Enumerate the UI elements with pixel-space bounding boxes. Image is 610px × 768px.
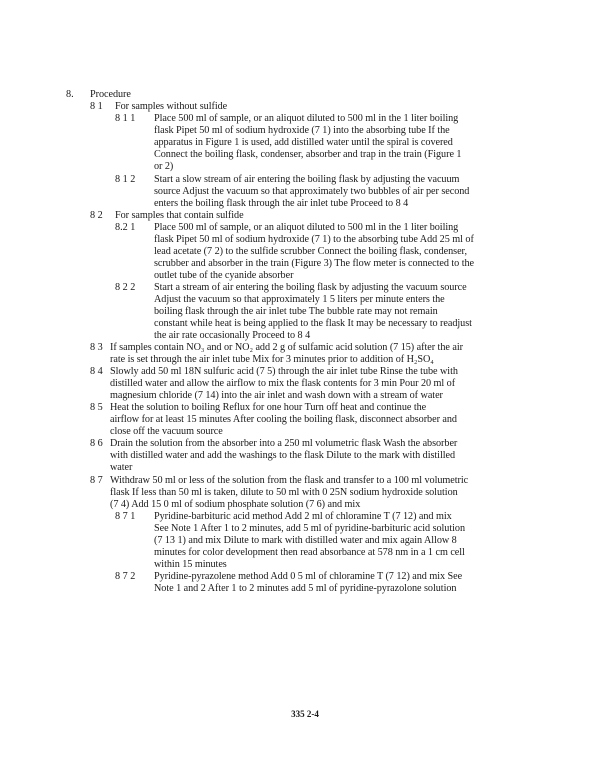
paragraph-number: 8 2 2 — [115, 282, 136, 293]
paragraph-line: rate is set through the air inlet tube Mix for 3 minutes prior to addition of H₂SO₄ — [110, 354, 434, 365]
paragraph-number: 8 2 — [90, 210, 103, 221]
paragraph-line: within 15 minutes — [154, 559, 227, 570]
paragraph-line: Pyridine-barbituric acid method Add 2 ml of chloramine T (7 12) and mix — [154, 511, 452, 522]
paragraph-line: Slowly add 50 ml 18N sulfuric acid (7 5) through the air inlet tube Rinse the tube with — [110, 366, 458, 377]
paragraph-number: 8 3 — [90, 342, 103, 353]
paragraph-number: 8.2 1 — [115, 222, 136, 233]
paragraph-line: apparatus in Figure 1 is used, add distilled water until the spiral is covered — [154, 137, 453, 148]
paragraph-line: flask Pipet 50 ml of sodium hydroxide (7 1) to the absorbing tube Add 25 ml of — [154, 234, 474, 245]
paragraph-line: Drain the solution from the absorber into a 250 ml volumetric flask Wash the absorber — [110, 438, 458, 449]
paragraph-number: 8 4 — [90, 366, 103, 377]
paragraph-number: 8 1 2 — [115, 174, 136, 185]
paragraph-number: 8 1 1 — [115, 113, 136, 124]
paragraph-line: (7 4) Add 15 0 ml of sodium phosphate solution (7 6) and mix — [110, 499, 361, 510]
paragraph-line: enters the boiling flask through the air inlet tube Proceed to 8 4 — [154, 198, 409, 209]
paragraph-line: flask Pipet 50 ml of sodium hydroxide (7 1) into the absorbing tube If the — [154, 125, 450, 136]
paragraph-line: Withdraw 50 ml or less of the solution from the flask and transfer to a 100 ml volumetric — [110, 475, 469, 486]
paragraph-line: with distilled water and add the washings to the flask Dilute to the mark with distilled — [110, 450, 456, 461]
paragraph-line: the air rate occasionally Proceed to 8 4 — [154, 330, 311, 341]
paragraph-line: flask If less than 50 ml is taken, dilute to 50 ml with 0 25N sodium hydroxide solution — [110, 487, 458, 498]
paragraph-line: Adjust the vacuum so that approximately 1 5 liters per minute enters the — [154, 294, 445, 305]
paragraph-line: constant while heat is being applied to the flask It may be necessary to readjust — [154, 318, 472, 329]
paragraph-line: magnesium chloride (7 14) into the air inlet and wash down with a stream of water — [110, 390, 443, 401]
paragraph-number: 8 7 2 — [115, 571, 136, 582]
paragraph-line: Place 500 ml of sample, or an aliquot diluted to 500 ml in the 1 liter boiling — [154, 113, 459, 124]
section-title: Procedure — [90, 89, 131, 100]
paragraph-number: 8 7 1 — [115, 511, 136, 522]
paragraph-line: Connect the boiling flask, condenser, absorber and trap in the train (Figure 1 — [154, 149, 462, 160]
paragraph-line: distilled water and allow the airflow to mix the flask contents for 3 min Pour 20 ml of — [110, 378, 456, 389]
paragraph-line: Start a slow stream of air entering the boiling flask by adjusting the vacuum — [154, 174, 460, 185]
paragraph-line: Pyridine-pyrazolene method Add 0 5 ml of chloramine T (7 12) and mix See — [154, 571, 463, 582]
paragraph-line: If samples contain NO₃ and or NO₂ add 2 g of sulfamic acid solution (7 15) after the air — [110, 342, 463, 353]
paragraph-line: lead acetate (7 2) to the sulfide scrubber Connect the boiling flask, condenser, — [154, 246, 467, 257]
paragraph-line: For samples that contain sulfide — [115, 210, 244, 221]
paragraph-number: 8 7 — [90, 475, 103, 486]
paragraph-line: Note 1 and 2 After 1 to 2 minutes add 5 ml of pyridine-pyrazolone solution — [154, 583, 457, 594]
paragraph-line: boiling flask through the air inlet tube The bubble rate may not remain — [154, 306, 438, 317]
paragraph-line: airflow for at least 15 minutes After cooling the boiling flask, disconnect absorber and — [110, 414, 457, 425]
paragraph-number: 8 6 — [90, 438, 103, 449]
paragraph-number: 8 5 — [90, 402, 103, 413]
section-number: 8. — [66, 89, 74, 100]
paragraph-line: minutes for color development then read absorbance at 578 nm in a 1 cm cell — [154, 547, 465, 558]
paragraph-line: source Adjust the vacuum so that approximately two bubbles of air per second — [154, 186, 470, 197]
paragraph-line: outlet tube of the cyanide absorber — [154, 270, 294, 281]
paragraph-line: Place 500 ml of sample, or an aliquot diluted to 500 ml in the 1 liter boiling — [154, 222, 459, 233]
paragraph-line: close off the vacuum source — [110, 426, 223, 437]
paragraph-line: water — [110, 462, 133, 473]
paragraph-line: or 2) — [154, 161, 174, 172]
page-footer: 335 2-4 — [291, 709, 319, 719]
paragraph-line: (7 13 1) and mix Dilute to mark with distilled water and mix again Allow 8 — [154, 535, 457, 546]
paragraph-line: See Note 1 After 1 to 2 minutes, add 5 ml of pyridine-barbituric acid solution — [154, 523, 465, 534]
paragraph-line: Start a stream of air entering the boiling flask by adjusting the vacuum source — [154, 282, 467, 293]
paragraph-line: Heat the solution to boiling Reflux for one hour Turn off heat and continue the — [110, 402, 427, 413]
paragraph-number: 8 1 — [90, 101, 103, 112]
paragraph-line: For samples without sulfide — [115, 101, 228, 112]
paragraph-line: scrubber and absorber in the train (Figure 3) The flow meter is connected to the — [154, 258, 475, 269]
